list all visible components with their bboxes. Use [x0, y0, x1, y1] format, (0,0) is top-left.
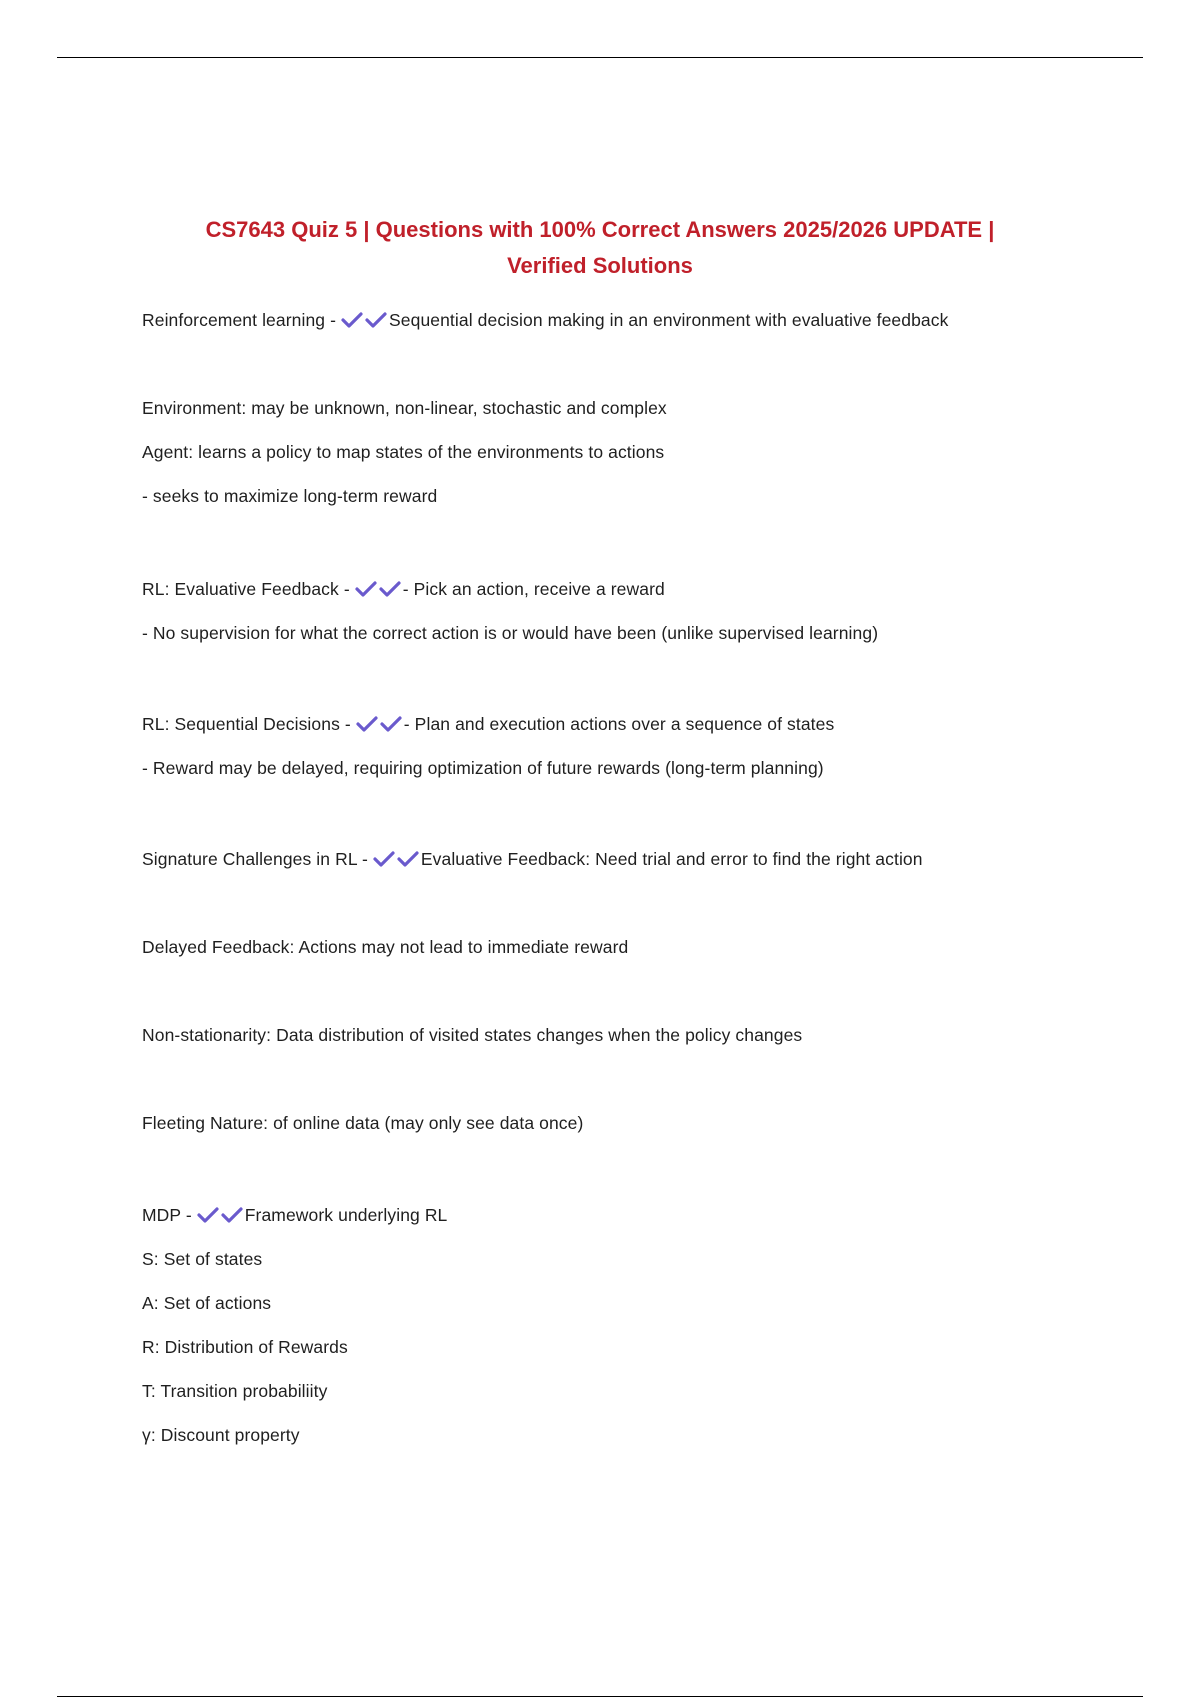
text-line: Fleeting Nature: of online data (may only see data once): [142, 1113, 584, 1133]
header-rule: [57, 57, 1143, 58]
title-line-2: Verified Solutions: [507, 253, 693, 278]
text-line: T: Transition probabiliity: [142, 1381, 328, 1401]
check-icon: [397, 849, 421, 865]
card-answer: - Pick an action, receive a reward: [402, 579, 665, 599]
flashcard-evaluative-feedback: [142, 577, 665, 601]
flashcard-reinforcement-learning: [142, 308, 948, 332]
text-line: - Reward may be delayed, requiring optimization of future rewards (long-term planning): [142, 758, 824, 778]
flashcard-signature-challenges: [142, 847, 923, 871]
check-icon: [197, 1205, 221, 1221]
document-title: [0, 212, 1200, 284]
card-answer: Framework underlying RL: [244, 1205, 448, 1225]
card-term: Signature Challenges in RL -: [142, 849, 368, 869]
flashcard-mdp: [142, 1203, 447, 1227]
footer-rule: [57, 1696, 1143, 1697]
check-icon: [365, 310, 389, 326]
text-line: Non-stationarity: Data distribution of visited states changes when the policy changes: [142, 1025, 803, 1045]
title-line-1: CS7643 Quiz 5 | Questions with 100% Correct Answers 2025/2026 UPDATE |: [205, 217, 995, 242]
check-icon: [380, 714, 404, 730]
text-line: - No supervision for what the correct action is or would have been (unlike supervised learning): [142, 623, 879, 643]
card-answer: Sequential decision making in an environment with evaluative feedback: [389, 310, 949, 330]
card-term: MDP -: [142, 1205, 192, 1225]
card-term: RL: Sequential Decisions -: [142, 714, 351, 734]
check-icon: [221, 1205, 245, 1221]
text-line: R: Distribution of Rewards: [142, 1337, 348, 1357]
text-line: S: Set of states: [142, 1249, 263, 1269]
text-line: Delayed Feedback: Actions may not lead to immediate reward: [142, 937, 629, 957]
text-line: Agent: learns a policy to map states of the environments to actions: [142, 442, 665, 462]
check-icon: [341, 310, 365, 326]
text-line: - seeks to maximize long-term reward: [142, 486, 438, 506]
card-term: RL: Evaluative Feedback -: [142, 579, 350, 599]
card-term: Reinforcement learning -: [142, 310, 337, 330]
check-icon: [379, 579, 403, 595]
text-line: γ: Discount property: [142, 1425, 300, 1445]
text-line: Environment: may be unknown, non-linear, stochastic and complex: [142, 398, 667, 418]
check-icon: [355, 579, 379, 595]
check-icon: [356, 714, 380, 730]
check-icon: [373, 849, 397, 865]
flashcard-sequential-decisions: [142, 712, 834, 736]
card-answer: Evaluative Feedback: Need trial and error to find the right action: [420, 849, 923, 869]
card-answer: - Plan and execution actions over a sequence of states: [403, 714, 835, 734]
text-line: A: Set of actions: [142, 1293, 272, 1313]
